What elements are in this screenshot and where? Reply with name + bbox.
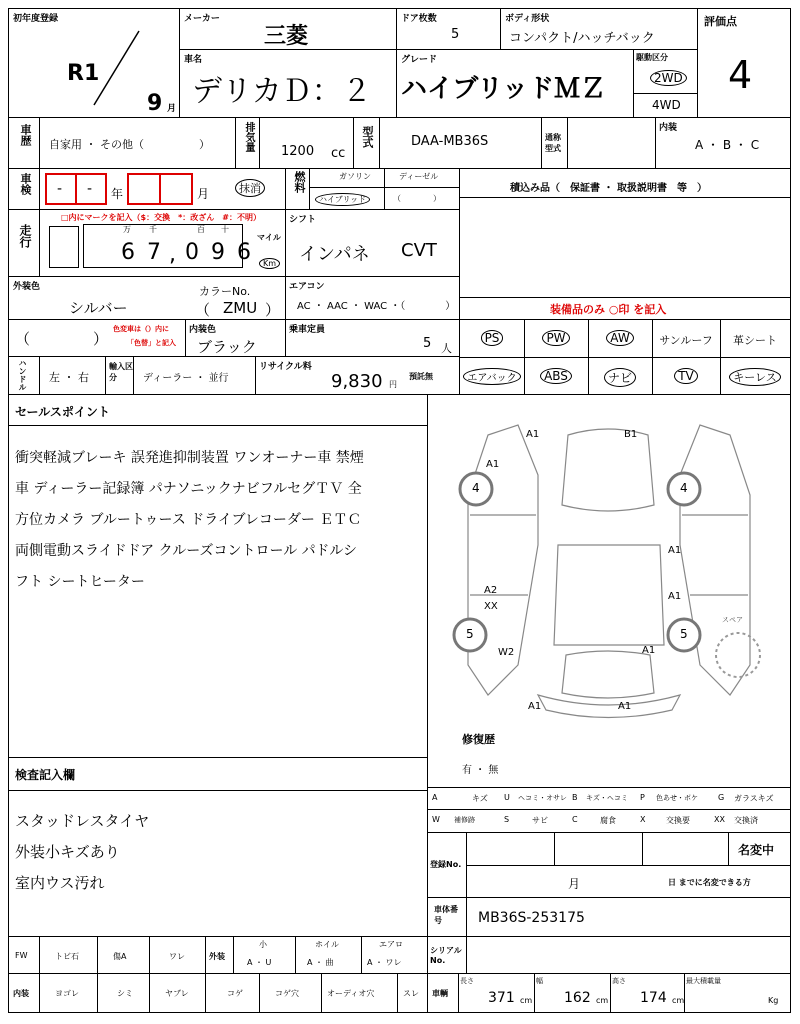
length-unit: cm xyxy=(520,996,533,1005)
legend-xx: XX xyxy=(714,815,725,824)
grade-value: ハイブリッドＭＺ xyxy=(401,74,607,104)
maker-value: 三菱 xyxy=(264,24,309,49)
sales-line-3: 方位カメラ ブルートゥース ドライブレコーダー ＥＴＣ xyxy=(15,512,362,528)
height-value: 174 xyxy=(640,990,667,1006)
inspection-month-box-2 xyxy=(159,173,193,205)
displacement-label: 排気量 xyxy=(243,122,254,152)
mileage-digit-4: 9 xyxy=(211,240,225,265)
int-item-3: ヤブレ xyxy=(165,989,189,998)
interior-label: 内装 xyxy=(659,123,678,133)
mileage-unit-mile: マイル xyxy=(257,233,281,242)
car-name-label: 車名 xyxy=(184,55,203,65)
displacement-unit: cc xyxy=(331,146,346,161)
repair-label: 修復歴 xyxy=(462,733,495,746)
fuel-label: 燃料 xyxy=(293,171,306,193)
handle-value: 左 ・ 右 xyxy=(49,371,89,384)
mark-a1-bottom-right: A1 xyxy=(618,701,632,712)
legend-xx-desc: 交換済 xyxy=(734,816,758,825)
width-value: 162 xyxy=(564,990,591,1006)
load-unit: Kg xyxy=(768,996,779,1005)
doors-cell xyxy=(396,8,501,50)
tire-front-right: 4 xyxy=(680,481,688,495)
int-label: 内装 xyxy=(13,989,29,998)
mark-b1-top: B1 xyxy=(624,429,638,440)
capacity-unit: 人 xyxy=(441,342,452,355)
mark-a1-right-1: A1 xyxy=(668,545,682,556)
drive-2wd: 2WD xyxy=(650,70,687,86)
slash-mark xyxy=(79,29,149,109)
fuel-gasoline: ガソリン xyxy=(339,172,371,181)
model-value: DAA-MB36S xyxy=(411,134,489,149)
displacement-value: 1200 xyxy=(281,144,315,159)
mileage-digit-1: 6 xyxy=(121,240,135,265)
recycle-label: リサイクル料 xyxy=(259,362,312,372)
month-unit: 月 xyxy=(167,104,177,114)
car-name-cell xyxy=(179,49,397,118)
legend-g: G xyxy=(718,793,725,802)
color-no-label: カラーNo. xyxy=(199,285,251,298)
car-diagram xyxy=(428,395,790,787)
inspection-year-box-1: - xyxy=(45,173,77,205)
chassis-label: 車体番号 xyxy=(434,905,458,925)
interior-color-value: ブラック xyxy=(197,338,257,356)
mileage-box-0 xyxy=(49,226,79,268)
mileage-unit-ten-thousand: 万 xyxy=(123,225,131,234)
serial-label: シリアルNo. xyxy=(430,946,462,965)
accessories-label: 積込み品（ 保証書 ・ 取扱説明書 等 ） xyxy=(510,183,707,194)
handle-label: ハンドル xyxy=(18,359,27,391)
legend-c: C xyxy=(572,815,578,824)
mark-a1-top: A1 xyxy=(526,429,540,440)
ext-group-3-title: エアロ xyxy=(379,940,403,949)
equip-leather: 革シート xyxy=(733,334,777,347)
inspection-year-unit: 年 xyxy=(111,187,124,201)
sales-points xyxy=(8,394,428,758)
inspection-month-unit: 月 xyxy=(197,187,210,201)
transmission-value: CVT xyxy=(401,240,437,261)
body-value: コンパクト/ハッチバック xyxy=(509,31,655,46)
mileage-digit-3: 0 xyxy=(185,240,199,265)
color-change-note-1: 色変車は（）内に xyxy=(113,325,169,333)
import-value: ディーラー ・ 並行 xyxy=(143,373,229,384)
equip-pw: PW xyxy=(524,330,588,346)
fw-item-2: 傷A xyxy=(113,952,127,961)
inspection-note-3: 室内ウス汚れ xyxy=(15,874,105,892)
length-label: 長さ xyxy=(460,977,474,985)
legend-s-desc: サビ xyxy=(532,816,548,825)
mileage-comma: , xyxy=(169,242,176,267)
legend-p: P xyxy=(640,793,645,802)
equip-aw: AW xyxy=(588,330,652,346)
legend-u-desc: ヘコミ・オサレ xyxy=(518,794,567,802)
ac-label: エアコン xyxy=(289,282,325,292)
fw-item-1: トビ石 xyxy=(55,952,79,961)
first-reg-month: 9 xyxy=(147,91,163,116)
legend-x-desc: 交換要 xyxy=(666,816,690,825)
score-cell xyxy=(697,8,791,118)
mileage-digits xyxy=(83,224,283,270)
legend-c-desc: 腐食 xyxy=(600,816,616,825)
inspection-note-1: スタッドレスタイヤ xyxy=(15,812,150,830)
equip-navi: ナビ xyxy=(588,368,652,387)
ac-options: AC ・ AAC ・ WAC ・（ ） xyxy=(297,301,456,312)
equipment-grid xyxy=(459,319,791,395)
fuel-hybrid: ハイブリッド xyxy=(315,193,370,206)
header-first-reg xyxy=(8,8,180,118)
score-value: 4 xyxy=(728,53,753,97)
mark-a1-left-front: A1 xyxy=(486,459,500,470)
sales-line-1: 衝突軽減ブレーキ 誤発進抑制装置 ワンオーナー車 禁煙 xyxy=(15,450,364,466)
fuel-other: （ ） xyxy=(393,194,441,203)
inspection-month-box-1 xyxy=(127,173,161,205)
width-unit: cm xyxy=(596,996,609,1005)
legend-g-desc: ガラスキズ xyxy=(734,794,774,803)
drive-cell xyxy=(633,49,698,118)
recycle-unit: 円 xyxy=(389,380,397,389)
color-no-paren-close: ） xyxy=(265,301,281,319)
interior-color-label: 内装色 xyxy=(189,325,217,335)
int-item-4: コゲ xyxy=(227,989,243,998)
registration-month: 月 xyxy=(568,877,581,891)
legend xyxy=(427,787,791,833)
history-value: 自家用 ・ その他（ ） xyxy=(49,138,210,151)
legend-x: X xyxy=(640,815,646,824)
interior-color-row xyxy=(8,319,460,357)
shift-value: インパネ xyxy=(299,244,370,265)
equip-airbag: エアバック xyxy=(460,368,524,385)
accessories-cell xyxy=(459,168,791,298)
mileage-digit-5: 6 xyxy=(237,240,251,265)
model-label: 型式 xyxy=(361,126,374,148)
exterior-row xyxy=(8,276,460,320)
shift-label: シフト xyxy=(289,215,317,225)
fuel-diesel: ディーゼル xyxy=(399,172,439,181)
inspection-expired: 抹消 xyxy=(235,179,265,197)
exterior-color-label: 外装色 xyxy=(13,282,41,292)
inspection-label: 車検 xyxy=(19,173,32,195)
legend-b: B xyxy=(572,793,578,802)
inspection-notes-text xyxy=(15,806,149,899)
sales-points-title: セールスポイント xyxy=(15,405,110,419)
legend-u: U xyxy=(504,793,510,802)
recycle-value: 9,830 xyxy=(331,371,383,392)
mark-a1-rear-right: A1 xyxy=(642,645,656,656)
recycle-deposit: 預託無 xyxy=(409,372,433,381)
height-unit: cm xyxy=(672,996,685,1005)
tire-rear-left: 5 xyxy=(466,627,474,641)
inspection-row xyxy=(8,168,460,210)
history-label: 車歴 xyxy=(19,124,32,146)
int-item-7: スレ xyxy=(403,989,419,998)
interior-row xyxy=(8,973,428,1013)
handle-row xyxy=(8,356,460,395)
legend-a-desc: キズ xyxy=(472,794,488,803)
ext-group-2-title: ホイル xyxy=(315,940,339,949)
capacity-value: 5 xyxy=(423,336,432,351)
car-name-value: デリカＤ：２ xyxy=(192,74,372,109)
serial-cell xyxy=(427,936,791,974)
legend-w: W xyxy=(432,815,440,824)
legend-b-desc: キズ・ヘコミ xyxy=(586,794,628,802)
equip-tv: TV xyxy=(652,368,720,384)
inspection-notes-title: 検査記入欄 xyxy=(15,768,76,782)
legend-s: S xyxy=(504,815,510,824)
int-item-2: シミ xyxy=(117,989,133,998)
ext-group-1-title: 小 xyxy=(259,940,267,949)
equip-ps: PS xyxy=(460,330,524,346)
mileage-row xyxy=(8,209,460,277)
color-change-paren-open: （ xyxy=(15,330,31,348)
registration xyxy=(427,832,791,898)
ext-group-3-value: A ・ ワレ xyxy=(367,958,402,967)
exterior-color-value: シルバー xyxy=(69,299,128,317)
spare-tire xyxy=(716,633,760,677)
score-label: 評価点 xyxy=(704,15,737,28)
color-change-note-2: 「色替」と記入 xyxy=(127,339,176,347)
mileage-unit-hundred: 百 xyxy=(197,225,205,234)
inspection-note-2: 外装小キズあり xyxy=(15,843,120,861)
ext-label: 外装 xyxy=(209,952,225,961)
spare-label: スペア xyxy=(722,616,743,624)
grade-label: グレード xyxy=(401,55,438,65)
capacity-label: 乗車定員 xyxy=(289,325,326,335)
mark-a2-left: A2 xyxy=(484,585,498,596)
mileage-unit-thousand: 千 xyxy=(149,225,157,234)
sales-line-5: フト シートヒーター xyxy=(15,574,145,590)
mileage-note: □内にマークを記入（$：交換 *：改ざん #：不明） xyxy=(61,213,262,222)
chassis-value: MB36S-253175 xyxy=(478,910,585,926)
repair-value: 有 ・ 無 xyxy=(462,765,499,776)
legend-p-desc: 色あせ・ボケ xyxy=(656,794,698,802)
car-diagram-panel xyxy=(427,394,791,788)
width-label: 幅 xyxy=(536,977,543,985)
int-item-1: ヨゴレ xyxy=(55,989,79,998)
interior-grades: A ・ B ・ C xyxy=(695,138,760,152)
height-label: 高さ xyxy=(612,977,626,985)
legend-w-desc: 補修跡 xyxy=(454,816,475,824)
tire-front-left: 4 xyxy=(472,481,480,495)
drive-4wd: 4WD xyxy=(652,98,681,112)
mileage-digit-2: 7 xyxy=(147,240,161,265)
maker-label: メーカー xyxy=(184,14,220,24)
body-label: ボディ形状 xyxy=(505,14,550,24)
ext-group-2-value: A ・ 曲 xyxy=(307,958,334,967)
grade-cell xyxy=(396,49,634,118)
dims-label: 車輌 xyxy=(432,989,448,998)
fw-label: FW xyxy=(15,951,28,960)
equipment-title: 装備品のみ ○印 を記入 xyxy=(550,303,667,316)
fw-item-3: ワレ xyxy=(169,952,185,961)
inspection-year-box-2: - xyxy=(75,173,107,205)
body-cell xyxy=(500,8,698,50)
name-change: 名変中 xyxy=(738,843,775,857)
mark-xx-left: XX xyxy=(484,601,498,612)
inspection-notes xyxy=(8,757,428,937)
first-reg-era: R1 xyxy=(67,61,100,86)
mark-w2-left: W2 xyxy=(498,647,515,658)
common-model-label: 通称型式 xyxy=(545,133,561,153)
registration-day-note: 日 までに名変できる方 xyxy=(668,878,751,887)
sales-line-2: 車 ディーラー記録簿 パナソニックナビフルセグＴＶ 全 xyxy=(15,481,362,497)
doors-value: 5 xyxy=(451,27,460,42)
mileage-unit-ten: 十 xyxy=(221,225,229,234)
equip-keyless: キーレス xyxy=(720,368,790,386)
mark-a1-bottom-left: A1 xyxy=(528,701,542,712)
color-no-paren-open: （ xyxy=(195,301,211,319)
equip-abs: ABS xyxy=(524,368,588,384)
fw-row xyxy=(8,936,428,974)
history-row xyxy=(8,117,791,169)
color-no-value: ZMU xyxy=(223,299,258,317)
first-reg-label: 初年度登録 xyxy=(13,14,59,24)
doors-label: ドア枚数 xyxy=(401,14,437,24)
maker-cell xyxy=(179,8,397,50)
legend-a: A xyxy=(432,793,438,802)
import-label: 輸入区分 xyxy=(109,362,133,382)
color-change-paren-close: ） xyxy=(93,330,109,348)
equipment-title-cell xyxy=(459,297,791,320)
int-item-5: コゲ穴 xyxy=(275,989,299,998)
ext-group-1-value: A ・ U xyxy=(247,958,272,967)
mileage-label: 走行 xyxy=(18,224,32,248)
sales-points-text xyxy=(15,443,364,598)
drive-divider xyxy=(634,93,697,94)
mileage-unit-km: Km xyxy=(259,258,280,269)
tire-rear-right: 5 xyxy=(680,627,688,641)
mark-a1-right-2: A1 xyxy=(668,591,682,602)
load-label: 最大積載量 xyxy=(686,977,721,985)
registration-label: 登録No. xyxy=(430,860,462,869)
length-value: 371 xyxy=(488,990,515,1006)
chassis-cell xyxy=(427,897,791,937)
sales-line-4: 両側電動スライドドア クルーズコントロール パドルシ xyxy=(15,543,358,559)
dimensions-cell xyxy=(427,973,791,1013)
drive-label: 駆動区分 xyxy=(636,53,668,62)
equip-sunroof: サンルーフ xyxy=(659,334,713,347)
int-item-6: オーディオ穴 xyxy=(327,989,375,998)
